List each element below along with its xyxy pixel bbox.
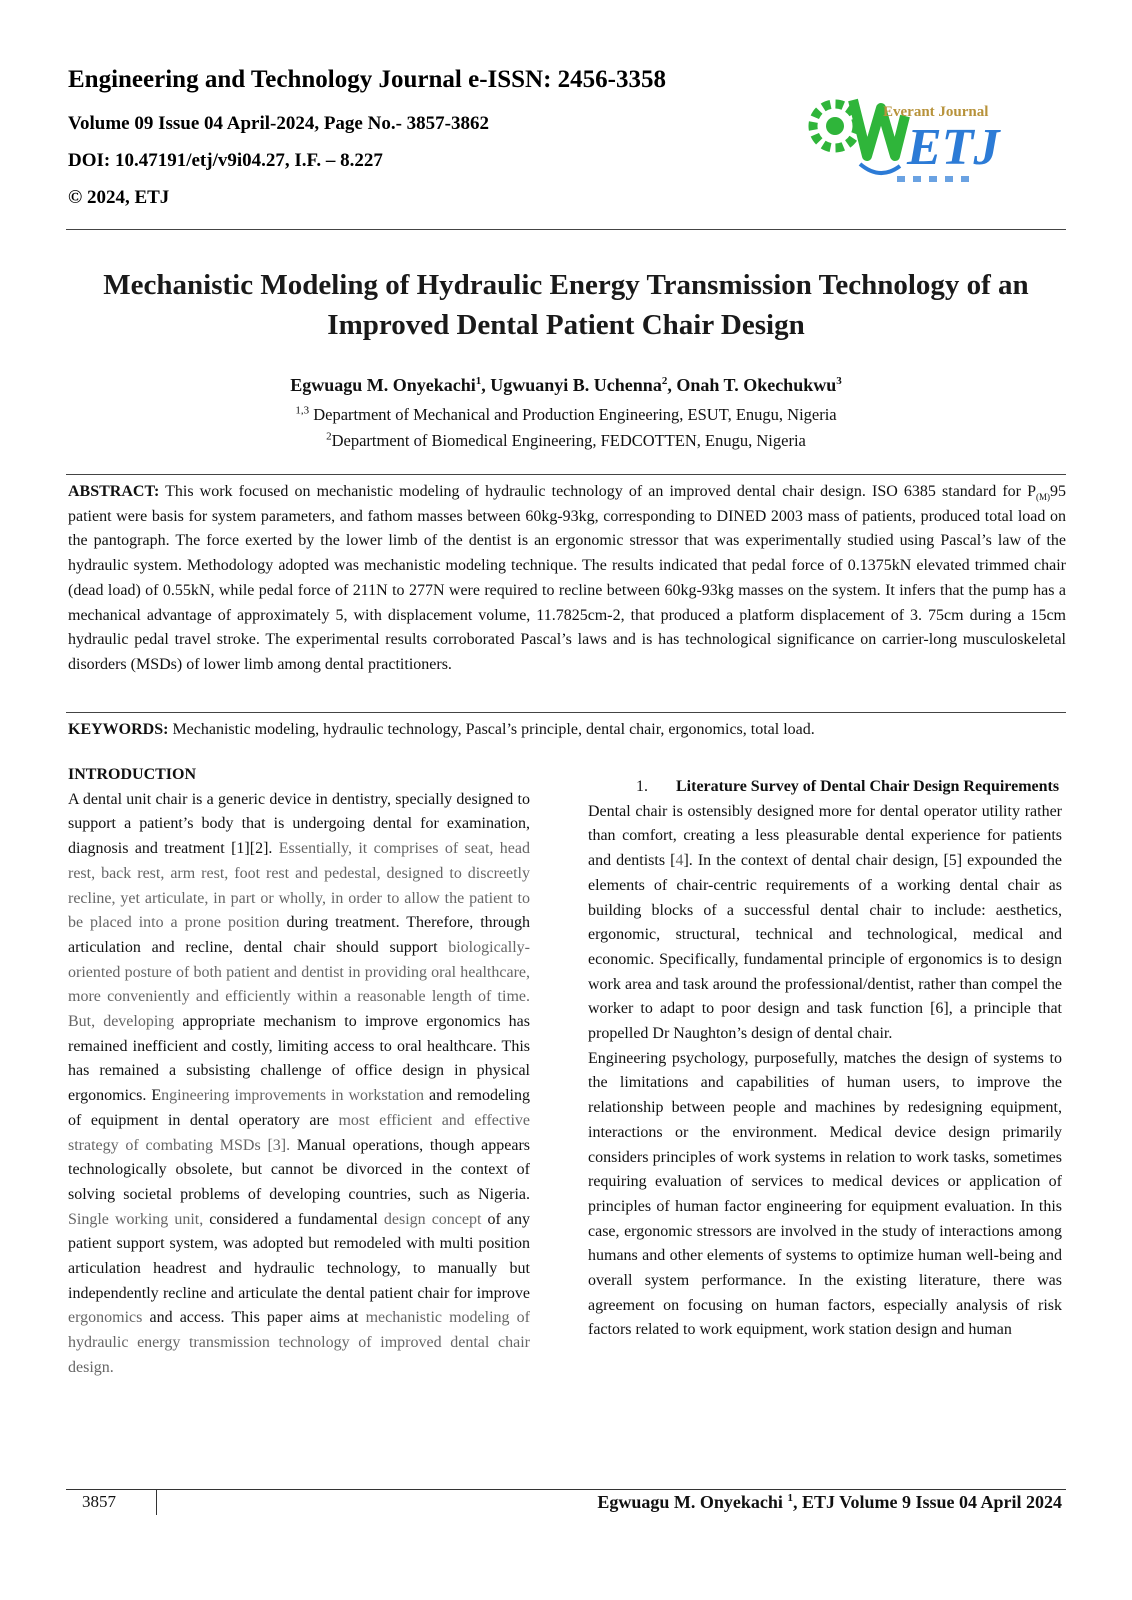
abstract-label: ABSTRACT: — [68, 483, 160, 500]
affiliation-1: $^{1,3}$ Department of Mechanical and Production Engineering, ESUT, Enugu, Nigeria — [295, 404, 837, 424]
volume-line: Volume 09 Issue 04 April-2024, Page No.- 3857-3862 — [68, 113, 489, 134]
header-divider — [66, 229, 1066, 230]
page-number: 3857 — [82, 1492, 116, 1511]
abstract-bottom-divider — [66, 712, 1066, 713]
journal-title: Engineering and Technology Journal e-ISSN: 2456-3358 — [68, 66, 667, 93]
literature-survey-section — [588, 775, 1062, 1343]
keywords: KEYWORDS: Mechanistic modeling, hydraulic technology, Pascal’s principle, dental chair, ergonomics, total load. — [68, 721, 815, 738]
introduction-heading: INTRODUCTION — [68, 766, 197, 783]
author-1: Egwuagu M. Onyekachi — [290, 375, 476, 395]
affiliation-2: $^2$Department of Biomedical Engineering, FEDCOTTEN, Enugu, Nigeria — [326, 430, 806, 450]
section-number: 1. — [636, 778, 648, 795]
footer-citation: Egwuagu M. Onyekachi $^1$, ETJ Volume 9 Issue 04 April 2024 — [597, 1492, 1062, 1512]
paper-title-line-1: Mechanistic Modeling of Hydraulic Energy Transmission Technology of an — [103, 269, 1029, 301]
footer-divider — [66, 1489, 1066, 1490]
literature-heading-text: Literature Survey of Dental Chair Design Requirements — [676, 778, 1060, 795]
copyright-line: © 2024, ETJ — [68, 187, 170, 208]
literature-heading — [600, 775, 1062, 800]
logo-main-text: ETJ — [907, 119, 1000, 176]
author-list: Egwuagu M. Onyekachi$^1$, Ugwuanyi B. Uchenna$^2$, Onah T. Okechukwu$^3$ — [290, 375, 842, 395]
author-3: , Onah T. Okechukwu — [667, 375, 837, 395]
paper-title-line-2: Improved Dental Patient Chair Design — [327, 309, 805, 341]
literature-paragraph-1: Dental chair is ostensibly designed more for dental operator utility rather than comfort, creating a less pleasurable dental experience for patients and dentists [4]. In the context of dental chair design, [5] expounded the elements of chair-centric requirements of a working dental chair as building blocks of a successful dental chair to include: aesthetics, ergonomic, structural, technical and technological, medical and economic. Specifically, fundamental principle of ergonomics is to design work area and task around the professional/dentist, rather than compel the worker to adapt to poor design and task function [6], a principle that propelled Dr Naughton’s design of dental chair. — [588, 802, 1062, 1043]
gear-icon — [813, 104, 857, 148]
keywords-label: KEYWORDS: — [68, 721, 169, 738]
paper-title — [60, 265, 1072, 345]
etj-logo — [805, 86, 1020, 196]
logo-top-text: Everant Journal — [883, 104, 989, 120]
footer-separator — [156, 1489, 157, 1515]
abstract: ABSTRACT: This work focused on mechanistic modeling of hydraulic technology of an improved dental chair design. ISO 6385 standard for $P_{(M)}95$ patient were basis for system parameters, and fathom masses between 60kg-93kg, corresponding to DINED 2003 mass of patients, produced total load on the pantograph. The force exerted by the lower limb of the dentist is an ergonomic stressor that was experimentally studied using Pascal’s law of the hydraulic system. Methodology adopted was mechanistic modeling technique. The results indicated that pedal force of 0.1375kN elevated trimmed chair (dead load) of 0.55kN, while pedal force of 211N to 277N were required to recline between 60kg-93kg masses on the system. It infers that the pump has a mechanical advantage of approximately 5, with displacement volume, 11.7825cm-2, that produced a platform displacement of 3. 75cm during a 15cm hydraulic pedal travel stroke. The experimental results corroborated Pascal’s laws and is has technological significance on carrier-long musculoskeletal disorders (MSDs) of lower limb among dental practitioners. — [68, 483, 1066, 673]
introduction-paragraph: A dental unit chair is a generic device in dentistry, specially designed to support a patient’s body that is undergoing dental for examination, diagnosis and treatment [1][2]. Essentially, it comprises of seat, head rest, back rest, arm rest, foot rest and pedestal, designed to discreetly recline, yet articulate, in part or wholly, in order to allow the patient to be placed into a prone position during treatment. Therefore, through articulation and recline, dental chair should support biologically- oriented posture of both patient and dentist in providing oral healthcare, more conveniently and efficiently within a reasonable length of time. But, developing appropriate mechanism to improve ergonomics has remained inefficient and costly, limiting access to oral healthcare. This has remained a subsisting challenge of office design in physical ergonomics. Engineering improvements in workstation and remodeling of equipment in dental operatory are most efficient and effective strategy of combating MSDs [3]. Manual operations, though appears technologically obsolete, but cannot be divorced in the context of solving societal problems of developing countries, such as Nigeria. Single working unit, considered a fundamental design concept of any patient support system, was adopted but remodeled with multi position articulation headrest and hydraulic technology, to manually but independently recline and articulate the dental patient chair for improve ergonomics and access. This paper aims at mechanistic modeling of hydraulic energy transmission technology of improved dental chair design. — [68, 790, 531, 1376]
introduction-section — [68, 763, 530, 1381]
abstract-top-divider — [66, 474, 1066, 475]
doi-line: DOI: 10.47191/etj/v9i04.27, I.F. – 8.227 — [68, 150, 383, 171]
literature-paragraph-2: Engineering psychology, purposefully, matches the design of systems to the limitations and capabilities of human users, to improve the relationship between people and machines by redesigning equipment, interactions or the environment. Medical device design primarily considers principles of work systems in relation to work tasks, sometimes requiring evaluation of services to medical devices or application of principles of human factor engineering for equipment evaluation. In this case, ergonomic stressors are involved in the study of interactions among humans and other elements of systems to optimize human well-being and overall system performance. In the existing literature, there was agreement on focusing on human factors, especially analysis of risk factors related to work equipment, work station design and human — [588, 1049, 1062, 1339]
author-2: , Ugwuanyi B. Uchenna — [481, 375, 662, 395]
